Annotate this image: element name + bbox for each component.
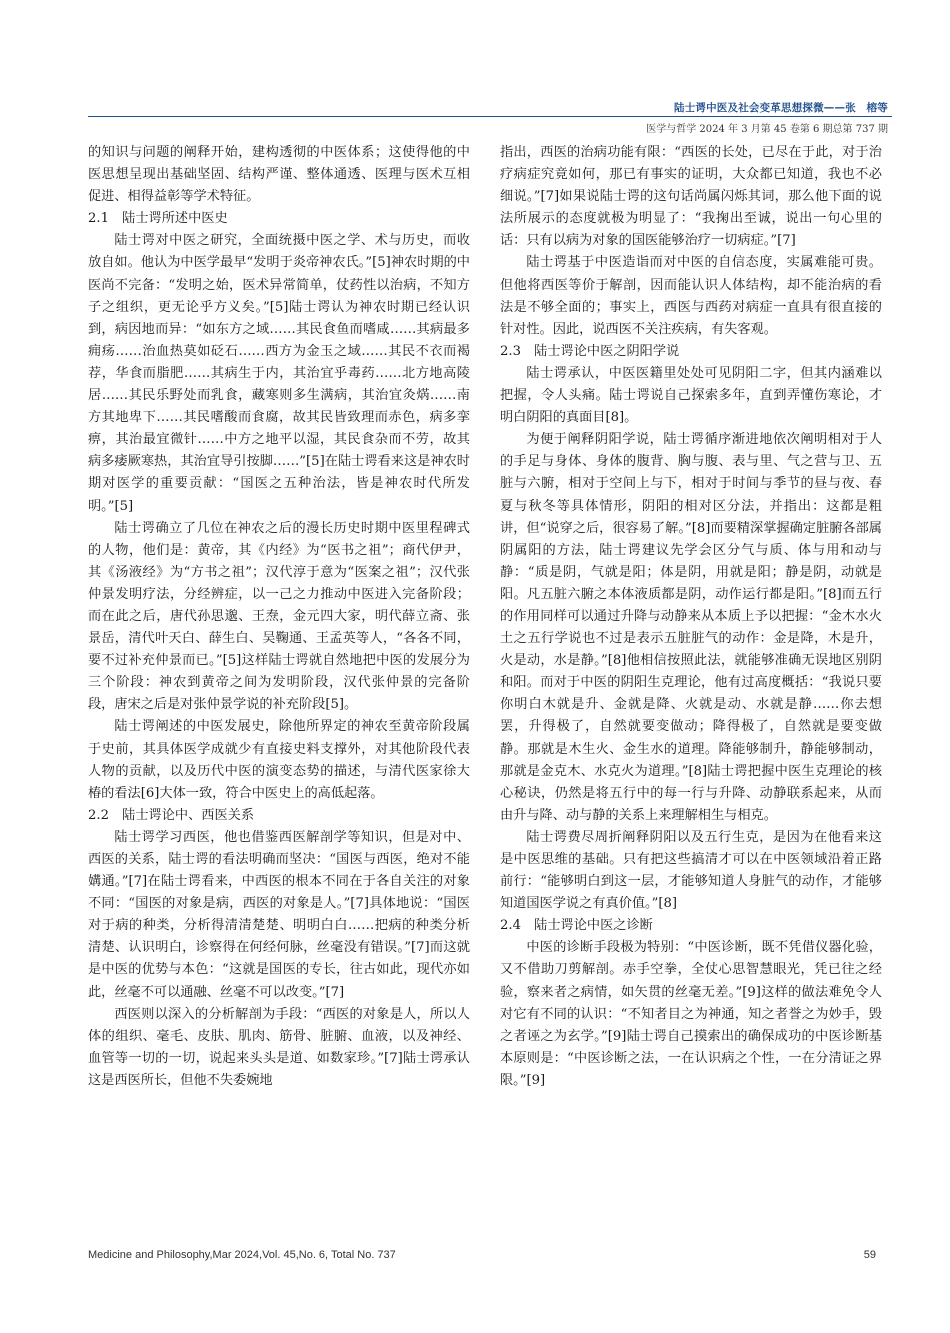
left-column	[88, 142, 470, 1092]
paragraph: 陆士谔基于中医造诣而对中医的自信态度，实属难能可贵。但他将西医等价于解剖，因而能认识人体结构，却不能治病的看法是不够全面的；事实上，西医与西药对病症一直具有很直接的针对性。因此，说西医不关注疾病，有失客观。	[500, 255, 882, 337]
running-title: 陆士谔中医及社会变革思想探微——张 榕等	[674, 102, 888, 114]
paragraph: 陆士谔费尽周折阐释阴阳以及五行生克，是因为在他看来这是中医思维的基础。只有把这些搞清才可以在中医领域沿着正路前行：“能够明白到这一层，才能够知道人身脏气的动作，才能够知道国医学说之有真价值。”[8]	[500, 829, 882, 912]
paragraph: 的知识与问题的阐释开始，建构透彻的中医体系；这使得他的中医思想呈现出基础坚固、结构严谨、整体通透、医理与医术互相促进、相得益彰等学术特征。	[88, 145, 470, 205]
paragraph: 陆士谔承认，中医医籍里处处可见阴阳二字，但其内涵难以把握，令人头痛。陆士谔说自己探索多年，直到弄懂伤寒论，才明白阴阳的真面目[8]。	[500, 365, 882, 426]
page-number: 59	[863, 1249, 876, 1261]
journal-issue-line: 医学与哲学 2024 年 3 月第 45 卷第 6 期总第 737 期	[646, 124, 888, 135]
right-column	[500, 142, 882, 1092]
header-divider	[88, 116, 892, 117]
section-heading: 2.4 陆士谔论中医之诊断	[500, 918, 653, 934]
footer-citation: Medicine and Philosophy,Mar 2024,Vol. 45,No. 6, Total No. 737	[88, 1249, 396, 1261]
paragraph: 陆士谔对中医之研究，全面统摄中医之学、术与历史，而收放自如。他认为中医学最早“发明于炎帝神农氏。”[5]神农时期的中医尚不完备：“发明之始，医术异常简单，仗药性以治病，不知方子之组织，更无论乎方义矣。”[5]陆士谔认为神农时期已经认识到，病因地而异：“如东方之域……其民食鱼而嗜咸……其病最多痈疡……治血热莫如砭石……西方为金玉之域……其民不衣而褐荐，华食而脂肥……其病生于内，其治宜乎毒药……北方地高陵居……其民乐野处而乳食，藏寒则多生满病，其治宜灸焫……南方其地卑下……其民嗜酸而食腐，故其民皆致理而赤色，病多挛痹，其治最宜微针……中方之地平以湿，其民食杂而不劳，故其病多痿厥寒热，其治宜导引按脚……”[5]在陆士谔看来这是神农时期对医学的重要贡献：“国医之五种治法，皆是神农时代所发明。”[5]	[88, 233, 470, 514]
paragraph: 陆士谔学习西医，他也借鉴西医解剖学等知识，但是对中、西医的关系，陆士谔的看法明确而坚决：“国医与西医，绝对不能媾通。”[7]在陆士谔看来，中西医的根本不同在于各自关注的对象不同：“国医的对象是病，西医的对象是人。”[7]具体地说：“国医对于病的种类，分析得清清楚楚、明明白白……把病的种类分析清楚、认识明白，诊察得在何经何脉，丝毫没有错误。”[7]而这就是中医的优势与本色：“这就是国医的专长，往古如此，现代亦如此，丝毫不可以通融、丝毫不可以改变。”[7]	[88, 829, 470, 1000]
paragraph: 陆士谔阐述的中医发展史，除他所界定的神农至黄帝阶段属于史前，其具体医学成就少有直接史料支撑外，对其他阶段代表人物的贡献，以及历代中医的演变态势的描述，与清代医家徐大椿的看法[6]大体一致，符合中医史上的高低起落。	[88, 719, 470, 801]
paragraph: 为便于阐释阴阳学说，陆士谔循序渐进地依次阐明相对于人的手足与身体、身体的腹背、胸与腹、表与里、气之营与卫、五脏与六腑，相对于空间上与下，相对于时间与季节的昼与夜、春夏与秋冬等具体情形，阴阳的相对区分法，并指出：这都是粗讲，但“说穿之后，很容易了解。”[8]而要精深掌握确定脏腑各部属阴属阳的方法，陆士谔建议先学会区分气与质、体与用和动与静：“质是阴，气就是阳；体是阴，用就是阳；静是阴，动就是阳。凡五脏六腑之本体液质都是阴，动作运行都是阳。”[8]而五行的作用同样可以通过升降与动静来从本质上予以把握：“金木水火土之五行学说也不过是表示五脏脏气的动作：金是降，木是升，火是动，水是静。”[8]他相信按照此法，就能够准确无误地区别阴和阳。而对于中医的阴阳生克理论，他有过高度概括：“我说只要你明白木就是升、金就是降、火就是动、水就是静……你去想罢，升得极了，自然就要变做动；降得极了，自然就是要变做静。那就是木生火、金生水的道理。降能够制升，静能够制动，那就是金克木、水克火为道理。”[8]陆士谔把握中医生克理论的核心秘诀，仍然是将五行中的每一行与升降、动静联系起来，从而由升与降、动与静的关系上来理解相生与相克。	[500, 432, 882, 823]
paragraph: 西医则以深入的分析解剖为手段：“西医的对象是人，所以人体的组织、毫毛、皮肤、肌肉、筋骨、脏腑、血液，以及神经、血管等一切的一切，说起来头头是道、如数家珍。”[7]陆士谔承认这是西医所长，但他不失委婉地	[88, 1006, 470, 1088]
paragraph: 陆士谔确立了几位在神农之后的漫长历史时期中医里程碑式的人物，他们是：黄帝，其《内经》为“医书之祖”；商代伊尹，其《汤液经》为“方书之祖”；汉代淳于意为“医案之祖”；汉代张仲景发明疗法，分经辨症，以一己之力推动中医进入完备阶段；而在此之后，唐代孙思邈、王焘，金元四大家，明代薛立斋、张景岳，清代叶天白、薛生白、吴鞠通、王孟英等人，“各各不同，要不过补充仲景而已。”[5]这样陆士谔就自然地把中医的发展分为三个阶段：神农到黄帝之间为发明阶段，汉代张仲景的完备阶段，唐宋之后是对张仲景学说的补充阶段[5]。	[88, 520, 470, 713]
paragraph: 指出，西医的治病功能有限：“西医的长处，已尽在于此，对于治疗病症究竟如何，那已有事实的证明，大众都已知道，我也不必细说。”[7]如果说陆士谔的这句话尚属闪烁其词，那么他下面的说法所展示的态度就极为明显了：“我掬出至诚，说出一句心里的话：只有以病为对象的国医能够治疗一切病症。”[7]	[500, 145, 882, 249]
section-heading: 2.2 陆士谔论中、西医关系	[88, 807, 255, 823]
section-heading: 2.1 陆士谔所述中医史	[88, 211, 228, 227]
paragraph: 中医的诊断手段极为特别：“中医诊断，既不凭借仪器化验，又不借助刀剪解剖。赤手空拳，全仗心思智慧眼光，凭已往之经验，察来者之病情，如矢贯的丝毫无差。”[9]这样的做法难免令人对它有不同的认识：“不知者目之为神通，知之者誉之为妙手，毁之者诬之为玄学。”[9]陆士谔自己摸索出的确保成功的中医诊断基本原则是：“中医诊断之法，一在认识病之个性，一在分清证之界限。”[9]	[500, 940, 882, 1088]
section-heading: 2.3 陆士谔论中医之阴阳学说	[500, 343, 680, 359]
